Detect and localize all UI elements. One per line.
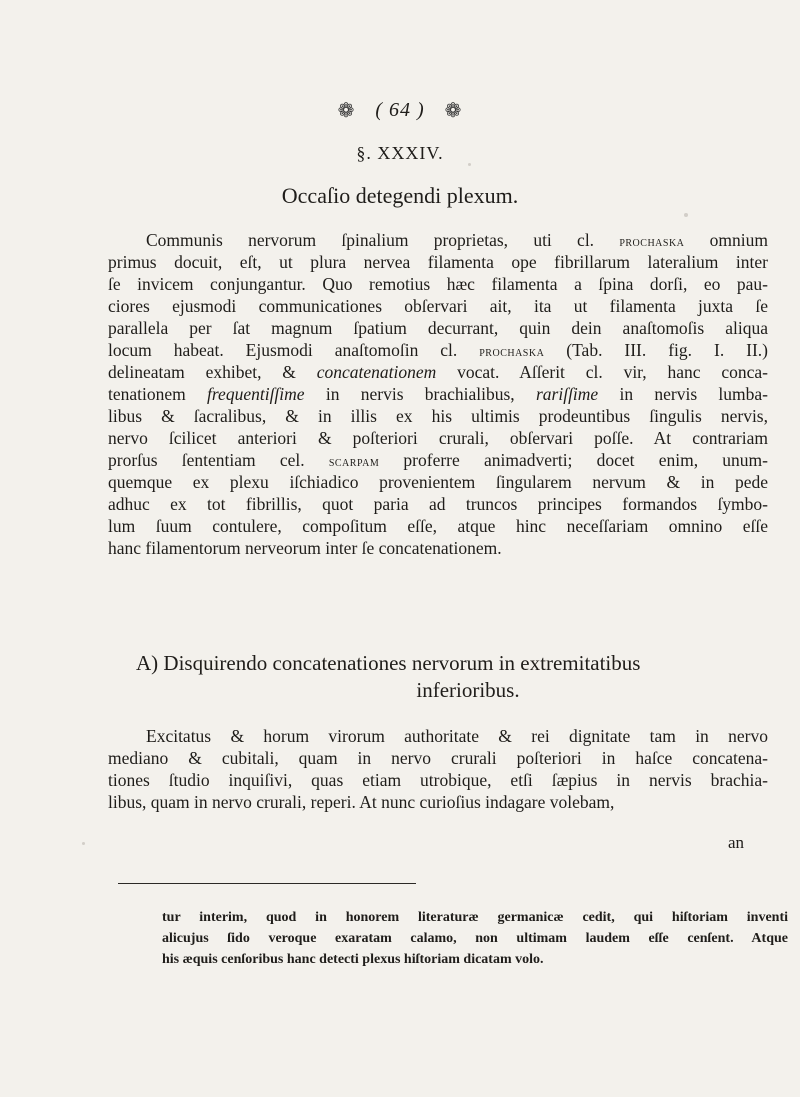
text-run: quemque ex plexu iſchiadico provenientem ſingularem nervum & in pede <box>108 472 768 492</box>
section-number: §. XXXIV. <box>356 143 444 163</box>
text-run: delineatam exhibet, & <box>108 362 317 382</box>
text-run: mediano & cubitali, quam in nervo crurali poſteriori in haſce concatena- <box>108 748 768 768</box>
text-line <box>108 229 768 251</box>
text-line <box>108 361 768 383</box>
text-line <box>108 537 768 559</box>
text-line <box>108 383 768 405</box>
text-run: proferre animadverti; docet enim, unum- <box>379 450 768 470</box>
text-run: hanc filamentorum nerveorum inter ſe concatenationem. <box>108 538 502 558</box>
text-run: lum ſuum contulere, compoſitum eſſe, atque hinc neceſſariam omnino eſſe <box>108 516 768 536</box>
text-line <box>108 295 768 317</box>
text-run: his æquis cenſoribus hanc detecti plexus hiſtoriam dicatam volo. <box>162 952 544 967</box>
text-run: locum habeat. Ejusmodi anaſtomoſin cl. <box>108 340 480 360</box>
subheading <box>108 650 768 704</box>
text-run: tiones ſtudio inquiſivi, quas etiam utrobique, etſi ſæpius in nervis brachia- <box>108 770 768 790</box>
text-run: Excitatus & horum virorum authoritate & rei dignitate tam in nervo <box>146 726 768 746</box>
text-line <box>108 251 768 273</box>
page-header <box>0 98 800 123</box>
author-name: prochaska <box>619 235 685 250</box>
text-run: in nervis lumba- <box>598 384 768 404</box>
paragraph-1 <box>108 229 768 559</box>
text-line <box>162 949 788 970</box>
subheading-line-2: inferioribus. <box>416 678 520 702</box>
text-run: libus & ſacralibus, & in illis ex his ultimis prodeuntibus ſingulis nervis, <box>108 406 768 426</box>
text-run: vocat. Aſſerit cl. vir, hanc conca- <box>436 362 768 382</box>
flower-ornament-icon: ❁ <box>337 100 356 122</box>
text-run: (Tab. III. fig. I. II.) <box>544 340 768 360</box>
page-number: ( 64 ) <box>375 99 425 121</box>
text-run: libus, quam in nervo crurali, reperi. At nunc curioſius indagare volebam, <box>108 792 615 812</box>
text-run: omnium <box>684 230 768 250</box>
section-title: Occaſio detegendi plexum. <box>281 183 519 208</box>
text-run: in nervis brachialibus, <box>304 384 536 404</box>
text-line <box>108 791 768 813</box>
text-line <box>108 273 768 295</box>
text-line <box>162 928 788 949</box>
text-run: tenationem <box>108 384 208 404</box>
author-name: prochaska <box>479 345 545 360</box>
flower-ornament-icon: ❁ <box>444 100 463 122</box>
text-line <box>108 317 768 339</box>
footnote <box>162 907 788 970</box>
text-run: parallela per ſat magnum ſpatium decurrant, quin dein anaſtomoſis aliqua <box>108 318 768 338</box>
text-line <box>108 515 768 537</box>
text-line <box>108 769 768 791</box>
text-run: alicujus ſido veroque exaratam calamo, non ultimam laudem eſſe cenſent. Atque <box>162 931 788 946</box>
text-line <box>108 725 768 747</box>
text-run: tur interim, quod in honorem literaturæ germanicæ cedit, qui hiſtoriam inventi <box>162 910 788 925</box>
italic-term: rariſſime <box>535 384 599 404</box>
text-run: adhuc ex tot fibrillis, quot paria ad truncos principes formandos ſymbo- <box>108 494 768 514</box>
catchword: an <box>728 833 745 852</box>
text-line <box>108 471 768 493</box>
text-run: prorſus ſententiam cel. <box>108 450 329 470</box>
text-line <box>108 427 768 449</box>
text-line <box>108 449 768 471</box>
paragraph-2 <box>108 725 768 813</box>
subheading-line-1: A) Disquirendo concatenationes nervorum in extremitatibus <box>136 651 641 675</box>
footnote-rule <box>118 883 416 884</box>
italic-term: concatenationem <box>316 362 437 382</box>
text-line <box>108 405 768 427</box>
author-name: scarpam <box>328 455 380 470</box>
text-run: nervo ſcilicet anteriori & poſteriori crurali, obſervari poſſe. At contrariam <box>108 428 768 448</box>
text-run: ſe invicem conjungantur. Quo remotius hæc filamenta a ſpina dorſi, eo pau- <box>108 274 768 294</box>
italic-term: frequentiſſime <box>207 384 305 404</box>
text-run: ciores ejusmodi communicationes obſervari ait, ita ut filamenta juxta ſe <box>108 296 768 316</box>
text-line <box>108 747 768 769</box>
text-line <box>108 493 768 515</box>
paper-speck <box>468 163 471 166</box>
text-line <box>108 339 768 361</box>
text-line <box>162 907 788 928</box>
text-run: primus docuit, eſt, ut plura nervea filamenta ope fibrillarum lateralium inter <box>108 252 768 272</box>
paper-speck <box>684 213 688 217</box>
paper-speck <box>82 842 85 845</box>
text-run: Communis nervorum ſpinalium proprietas, uti cl. <box>146 230 620 250</box>
